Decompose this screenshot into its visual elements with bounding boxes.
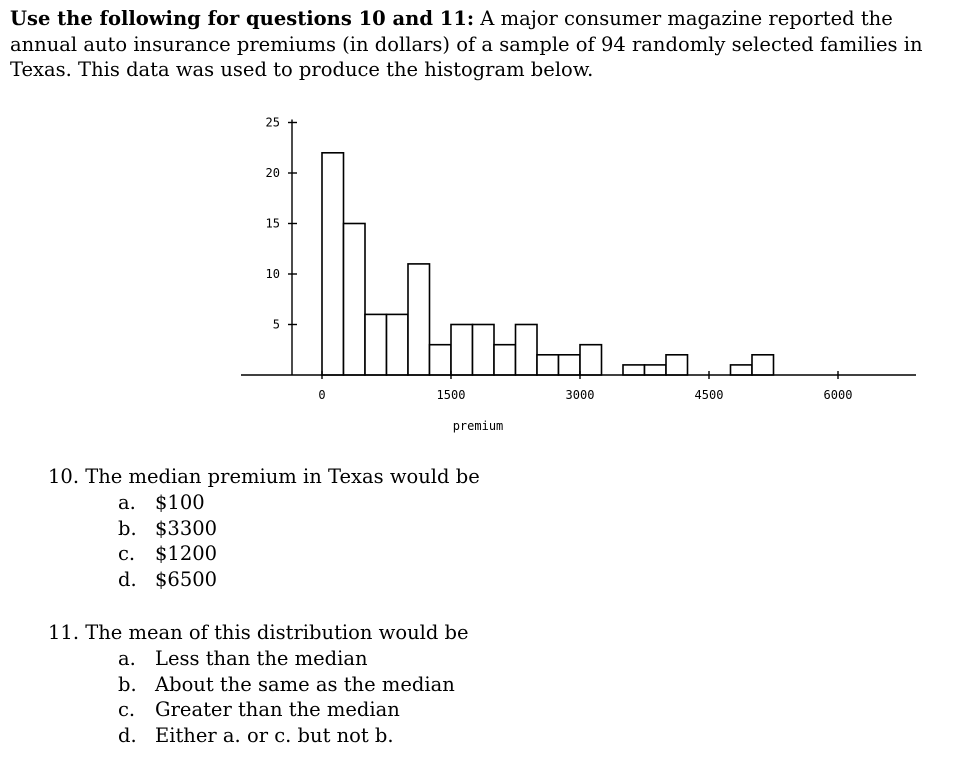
intro-lead: Use the following for questions 10 and 11: bbox=[10, 7, 475, 30]
y-tick-label: 10 bbox=[265, 267, 280, 281]
option-text: Less than the median bbox=[155, 646, 368, 670]
histogram-bar bbox=[494, 345, 516, 375]
question-11-options bbox=[48, 646, 469, 749]
question-10-stem: 10. The median premium in Texas would be bbox=[48, 465, 480, 488]
option-text: $3300 bbox=[155, 516, 218, 540]
histogram-bar bbox=[623, 365, 645, 375]
histogram-bar bbox=[408, 264, 430, 375]
histogram-bar bbox=[580, 345, 602, 375]
option-text: Greater than the median bbox=[155, 698, 400, 722]
option-11a[interactable] bbox=[48, 646, 469, 672]
option-10b[interactable] bbox=[48, 516, 480, 542]
x-tick-label: 6000 bbox=[823, 388, 853, 402]
histogram-bar bbox=[752, 355, 774, 375]
option-text: $100 bbox=[155, 490, 205, 514]
option-letter: a. bbox=[118, 490, 136, 514]
x-tick-label: 0 bbox=[318, 388, 326, 402]
histogram-bars bbox=[322, 153, 774, 375]
y-tick-label: 25 bbox=[265, 115, 280, 130]
option-letter: b. bbox=[118, 516, 137, 540]
x-axis-label: premium bbox=[452, 419, 504, 433]
x-tick-label: 3000 bbox=[565, 388, 595, 402]
question-11-stem: 11. The mean of this distribution would be bbox=[48, 621, 469, 644]
histogram-bar bbox=[430, 345, 452, 375]
option-10a[interactable] bbox=[48, 490, 480, 516]
histogram-bar bbox=[451, 325, 473, 376]
option-letter: c. bbox=[118, 698, 136, 722]
option-letter: b. bbox=[118, 672, 137, 696]
y-tick-label: 20 bbox=[265, 166, 280, 180]
option-text: About the same as the median bbox=[155, 672, 455, 696]
x-tick-label: 1500 bbox=[436, 388, 466, 402]
histogram-bar bbox=[516, 325, 538, 376]
option-letter: d. bbox=[118, 724, 137, 748]
option-10c[interactable] bbox=[48, 541, 480, 567]
histogram-bar bbox=[645, 365, 667, 375]
histogram-bar bbox=[322, 153, 344, 375]
histogram-bar bbox=[344, 224, 366, 376]
y-tick-label: 5 bbox=[272, 317, 280, 332]
option-text: Either a. or c. but not b. bbox=[155, 724, 394, 748]
x-tick-label: 4500 bbox=[694, 388, 724, 402]
intro-text: A major consumer magazine reported the annual auto insurance premiums (in dollars) of a sample of 94 randomly selected families in Texas. This data was used to produce the histogram below. bbox=[10, 7, 923, 81]
histogram-bar bbox=[473, 325, 495, 376]
histogram-bar bbox=[365, 314, 387, 375]
option-letter: d. bbox=[118, 568, 137, 592]
option-letter: a. bbox=[118, 646, 136, 670]
y-tick-label: 15 bbox=[265, 216, 280, 231]
histogram-bar bbox=[537, 355, 559, 375]
option-11d[interactable] bbox=[48, 723, 469, 749]
option-text: $6500 bbox=[155, 568, 218, 592]
option-11c[interactable] bbox=[48, 697, 469, 723]
option-letter: c. bbox=[118, 542, 136, 566]
question-11 bbox=[48, 620, 469, 749]
option-text: $1200 bbox=[155, 542, 218, 566]
histogram-bar bbox=[387, 314, 409, 375]
histogram-bar bbox=[731, 365, 753, 375]
option-10d[interactable] bbox=[48, 567, 480, 593]
question-10-options bbox=[48, 490, 480, 593]
histogram-bar bbox=[666, 355, 688, 375]
histogram-bar bbox=[559, 355, 581, 375]
question-10 bbox=[48, 464, 480, 593]
option-11b[interactable] bbox=[48, 672, 469, 698]
